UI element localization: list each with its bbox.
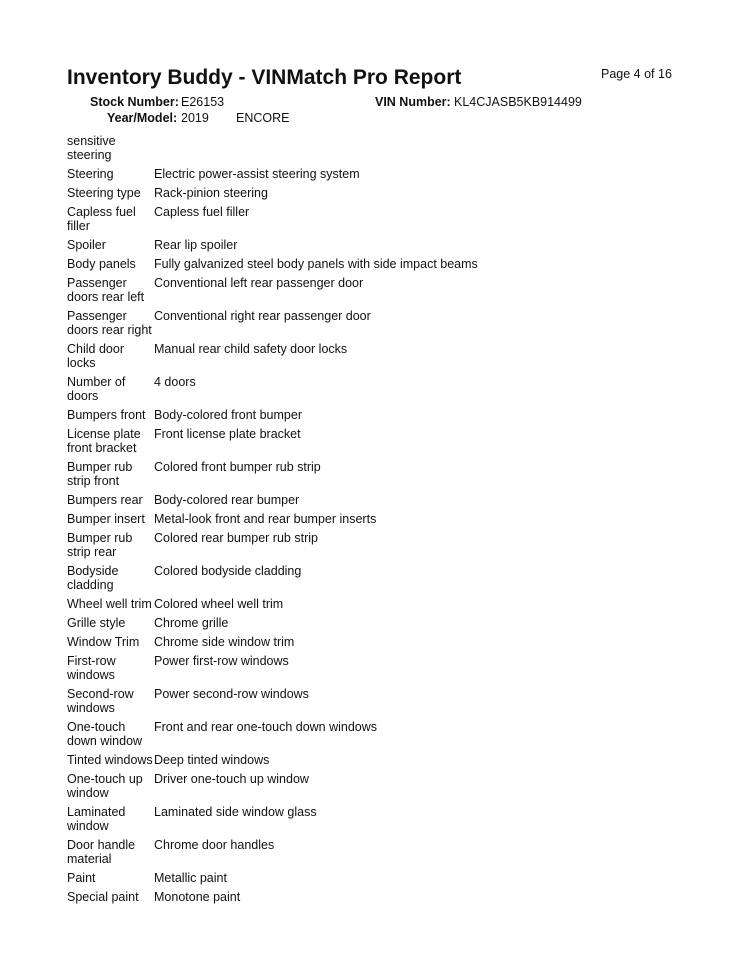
feature-value: Body-colored front bumper bbox=[154, 408, 302, 422]
feature-row bbox=[67, 687, 687, 715]
feature-value: Conventional right rear passenger door bbox=[154, 309, 371, 323]
feature-row bbox=[67, 342, 687, 370]
feature-row bbox=[67, 654, 687, 682]
feature-row bbox=[67, 838, 687, 866]
feature-row bbox=[67, 890, 687, 904]
feature-label: Laminated window bbox=[67, 805, 126, 833]
feature-row bbox=[67, 512, 687, 526]
feature-row bbox=[67, 635, 687, 649]
feature-label: First-row windows bbox=[67, 654, 116, 682]
feature-label: Special paint bbox=[67, 890, 139, 904]
feature-label: Capless fuel filler bbox=[67, 205, 136, 233]
stock-number-label: Stock Number: bbox=[90, 95, 179, 109]
feature-row bbox=[67, 186, 687, 200]
feature-label: Paint bbox=[67, 871, 96, 885]
feature-label: Spoiler bbox=[67, 238, 106, 252]
feature-label: Window Trim bbox=[67, 635, 140, 649]
feature-label: Passenger doors rear right bbox=[67, 309, 152, 337]
feature-label: Bumpers rear bbox=[67, 493, 143, 507]
feature-value: Driver one-touch up window bbox=[154, 772, 309, 786]
feature-row bbox=[67, 720, 687, 748]
feature-label: One-touch up window bbox=[67, 772, 143, 800]
feature-value: Colored wheel well trim bbox=[154, 597, 284, 611]
feature-value: Power first-row windows bbox=[154, 654, 289, 668]
feature-row bbox=[67, 493, 687, 507]
feature-value: Metal-look front and rear bumper inserts bbox=[154, 512, 377, 526]
year-value: 2019 bbox=[181, 111, 209, 125]
feature-value: Capless fuel filler bbox=[154, 205, 250, 219]
feature-value: Conventional left rear passenger door bbox=[154, 276, 364, 290]
feature-row bbox=[67, 805, 687, 833]
feature-value: Rack-pinion steering bbox=[154, 186, 268, 200]
feature-value: Chrome grille bbox=[154, 616, 229, 630]
feature-row bbox=[67, 772, 687, 800]
feature-label: Wheel well trim bbox=[67, 597, 152, 611]
feature-row bbox=[67, 597, 687, 611]
vin-number-value: KL4CJASB5KB914499 bbox=[454, 95, 582, 109]
feature-value: Laminated side window glass bbox=[154, 805, 317, 819]
feature-value: Front license plate bracket bbox=[154, 427, 301, 441]
feature-label: Grille style bbox=[67, 616, 126, 630]
feature-row bbox=[67, 753, 687, 767]
model-value: ENCORE bbox=[236, 111, 290, 125]
feature-label: License plate front bracket bbox=[67, 427, 141, 455]
report-title: Inventory Buddy - VINMatch Pro Report bbox=[67, 66, 462, 89]
feature-value: Metallic paint bbox=[154, 871, 227, 885]
feature-row bbox=[67, 205, 687, 233]
vin-number-label: VIN Number: bbox=[375, 95, 451, 109]
feature-label: Door handle material bbox=[67, 838, 136, 866]
feature-value: Front and rear one-touch down windows bbox=[154, 720, 378, 734]
feature-label: sensitive steering bbox=[67, 134, 116, 162]
feature-value: Body-colored rear bumper bbox=[154, 493, 300, 507]
feature-value: Monotone paint bbox=[154, 890, 241, 904]
feature-label: Number of doors bbox=[67, 375, 126, 403]
feature-label: Bumper insert bbox=[67, 512, 145, 526]
feature-label: One-touch down window bbox=[67, 720, 143, 748]
feature-value: Electric power-assist steering system bbox=[154, 167, 360, 181]
feature-list bbox=[67, 134, 687, 909]
feature-row bbox=[67, 427, 687, 455]
feature-value: Manual rear child safety door locks bbox=[154, 342, 348, 356]
feature-label: Passenger doors rear left bbox=[67, 276, 145, 304]
feature-row bbox=[67, 531, 687, 559]
feature-row bbox=[67, 408, 687, 422]
feature-label: Steering type bbox=[67, 186, 141, 200]
feature-row bbox=[67, 276, 687, 304]
feature-value: Colored rear bumper rub strip bbox=[154, 531, 318, 545]
feature-value: Colored bodyside cladding bbox=[154, 564, 302, 578]
feature-label: Second-row windows bbox=[67, 687, 134, 715]
feature-row bbox=[67, 167, 687, 181]
feature-label: Child door locks bbox=[67, 342, 124, 370]
feature-value: Fully galvanized steel body panels with side impact beams bbox=[154, 257, 478, 271]
feature-row bbox=[67, 375, 687, 403]
feature-label: Steering bbox=[67, 167, 114, 181]
feature-label: Bumper rub strip rear bbox=[67, 531, 133, 559]
feature-row bbox=[67, 616, 687, 630]
page-number: Page 4 of 16 bbox=[601, 67, 672, 81]
feature-value: Deep tinted windows bbox=[154, 753, 270, 767]
feature-row bbox=[67, 871, 687, 885]
feature-row bbox=[67, 238, 687, 252]
feature-value: Chrome side window trim bbox=[154, 635, 295, 649]
feature-label: Bumper rub strip front bbox=[67, 460, 133, 488]
feature-label: Body panels bbox=[67, 257, 136, 271]
feature-row bbox=[67, 134, 687, 162]
feature-value bbox=[154, 134, 687, 162]
feature-row bbox=[67, 257, 687, 271]
feature-row bbox=[67, 309, 687, 337]
feature-label: Bodyside cladding bbox=[67, 564, 119, 592]
feature-value: Power second-row windows bbox=[154, 687, 309, 701]
feature-value: Chrome door handles bbox=[154, 838, 275, 852]
feature-label: Tinted windows bbox=[67, 753, 153, 767]
stock-number-value: E26153 bbox=[181, 95, 225, 109]
year-model-label: Year/Model: bbox=[107, 111, 178, 125]
feature-row bbox=[67, 460, 687, 488]
feature-value: Rear lip spoiler bbox=[154, 238, 238, 252]
feature-row bbox=[67, 564, 687, 592]
feature-label: Bumpers front bbox=[67, 408, 146, 422]
feature-value: Colored front bumper rub strip bbox=[154, 460, 321, 474]
feature-value: 4 doors bbox=[154, 375, 196, 389]
